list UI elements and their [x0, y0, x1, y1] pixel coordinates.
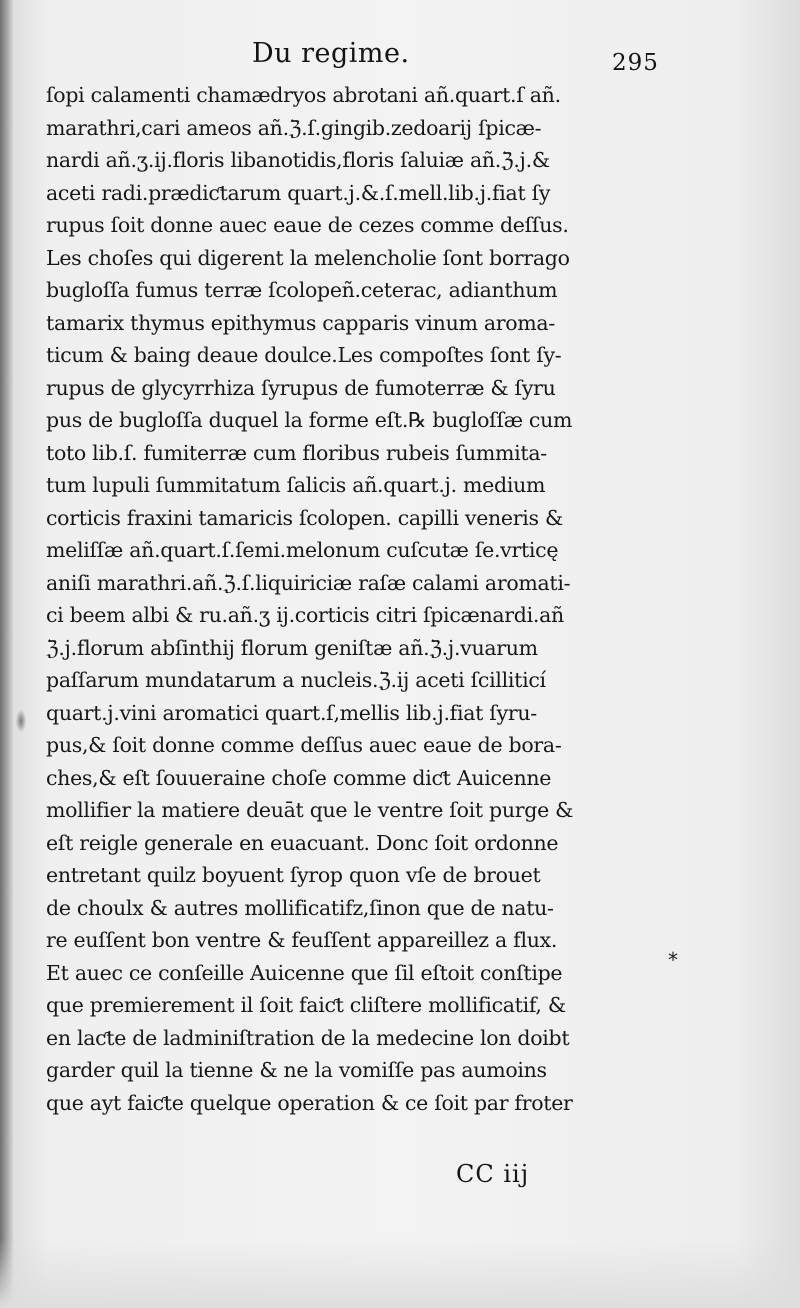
text-line: ci beem albi & ru.añ.ʒ ij.corticis citri ſpicænardi.añ	[46, 603, 564, 627]
text-line: ticum & baing deaue doulce.Les compoſtes ſont ſy-	[46, 343, 562, 367]
text-line: rupus de glycyrrhiza ſyrupus de fumoterræ & ſyru	[46, 375, 556, 400]
text-line: toto lib.ſ. fumiterræ cum floribus rubeis ſummita-	[46, 440, 547, 465]
text-line: corticis fraxini tamaricis ſcolopen. capilli veneris &	[46, 505, 563, 530]
running-header-title: Du regime.	[252, 38, 410, 69]
text-line: que ayt faiƈte quelque operation & ce ſoit par froter	[46, 1090, 573, 1115]
text-line: entretant quilz boyuent ſyrop quon vſe de brouet	[46, 863, 541, 887]
text-line: de choulx & autres mollificatifz,ſinon que de natu-	[46, 895, 554, 920]
page-number: 295	[612, 50, 659, 76]
margin-note-mark: *	[668, 948, 678, 972]
text-line: tamarix thymus epithymus capparis vinum aroma-	[46, 310, 555, 335]
text-line: aniſi marathri.añ.ℨ.ſ.liquiriciæ raſæ calami aromati-	[46, 570, 571, 595]
text-line: aceti radi.prædiƈtarum quart.j.&.ſ.mell.lib.j.fiat ſy	[46, 180, 551, 205]
text-line: ℨ.j.florum abſinthij florum geniſtæ añ.ℨ.j.vuarum	[46, 635, 538, 660]
text-line: que premierement il ſoit faiƈt cliſtere mollificatif, &	[46, 993, 566, 1017]
page-bottom-edge	[0, 1238, 800, 1308]
signature-mark: CC iij	[456, 1160, 530, 1188]
text-line: quart.j.vini aromatici quart.ſ,mellis lib.j.fiat ſyru-	[46, 700, 537, 725]
text-line: pus,& ſoit donne comme deſſus auec eaue de bora-	[46, 733, 562, 757]
text-line: ches,& eſt ſouueraine choſe comme diƈt Auicenne	[46, 765, 552, 790]
text-line: garder quil la tienne & ne la vomiſſe pas aumoins	[46, 1058, 547, 1082]
text-line: eſt reigle generale en euacuant. Donc ſoit ordonne	[46, 830, 559, 855]
text-line: en laƈte de ladminiſtration de la medecine lon doibt	[46, 1025, 570, 1050]
text-line: bugloſſa fumus terræ ſcolopeñ.ceterac, adianthum	[46, 278, 558, 302]
text-line: ſopi calamenti chamædryos abrotani añ.quart.ſ añ.	[46, 83, 561, 107]
text-line: paſſarum mundatarum a nucleis.ℨ.ij aceti ſcilliticí	[46, 668, 546, 692]
text-line: tum lupuli ſummitatum ſalicis añ.quart.j. medium	[46, 473, 546, 497]
binding-shadow	[0, 0, 14, 1308]
text-line: rupus ſoit donne auec eaue de cezes comme deſſus.	[46, 213, 569, 237]
text-line: Les choſes qui digerent la melencholie ſont borrago	[46, 245, 570, 270]
ink-spot	[16, 710, 26, 732]
text-line: nardi añ.ʒ.ij.floris libanotidis,floris ſaluiæ añ.ℨ.j.&	[46, 148, 550, 172]
text-line: re euſſent bon ventre & feuſſent appareillez a flux.	[46, 928, 558, 952]
text-line: meliſſæ añ.quart.ſ.ſemi.melonum cuſcutæ ſe.vrticę	[46, 538, 559, 562]
text-line: mollifier la matiere deuāt que le ventre ſoit purge &	[46, 798, 574, 822]
text-line: Et auec ce conſeille Auicenne que ſil eſtoit conſtipe	[46, 960, 563, 985]
text-line: pus de bugloſſa duquel la forme eſt.℞ bugloſſæ cum	[46, 408, 573, 432]
text-line: marathri,cari ameos añ.ℨ.ſ.gingib.zedoarij ſpicæ-	[46, 115, 542, 140]
